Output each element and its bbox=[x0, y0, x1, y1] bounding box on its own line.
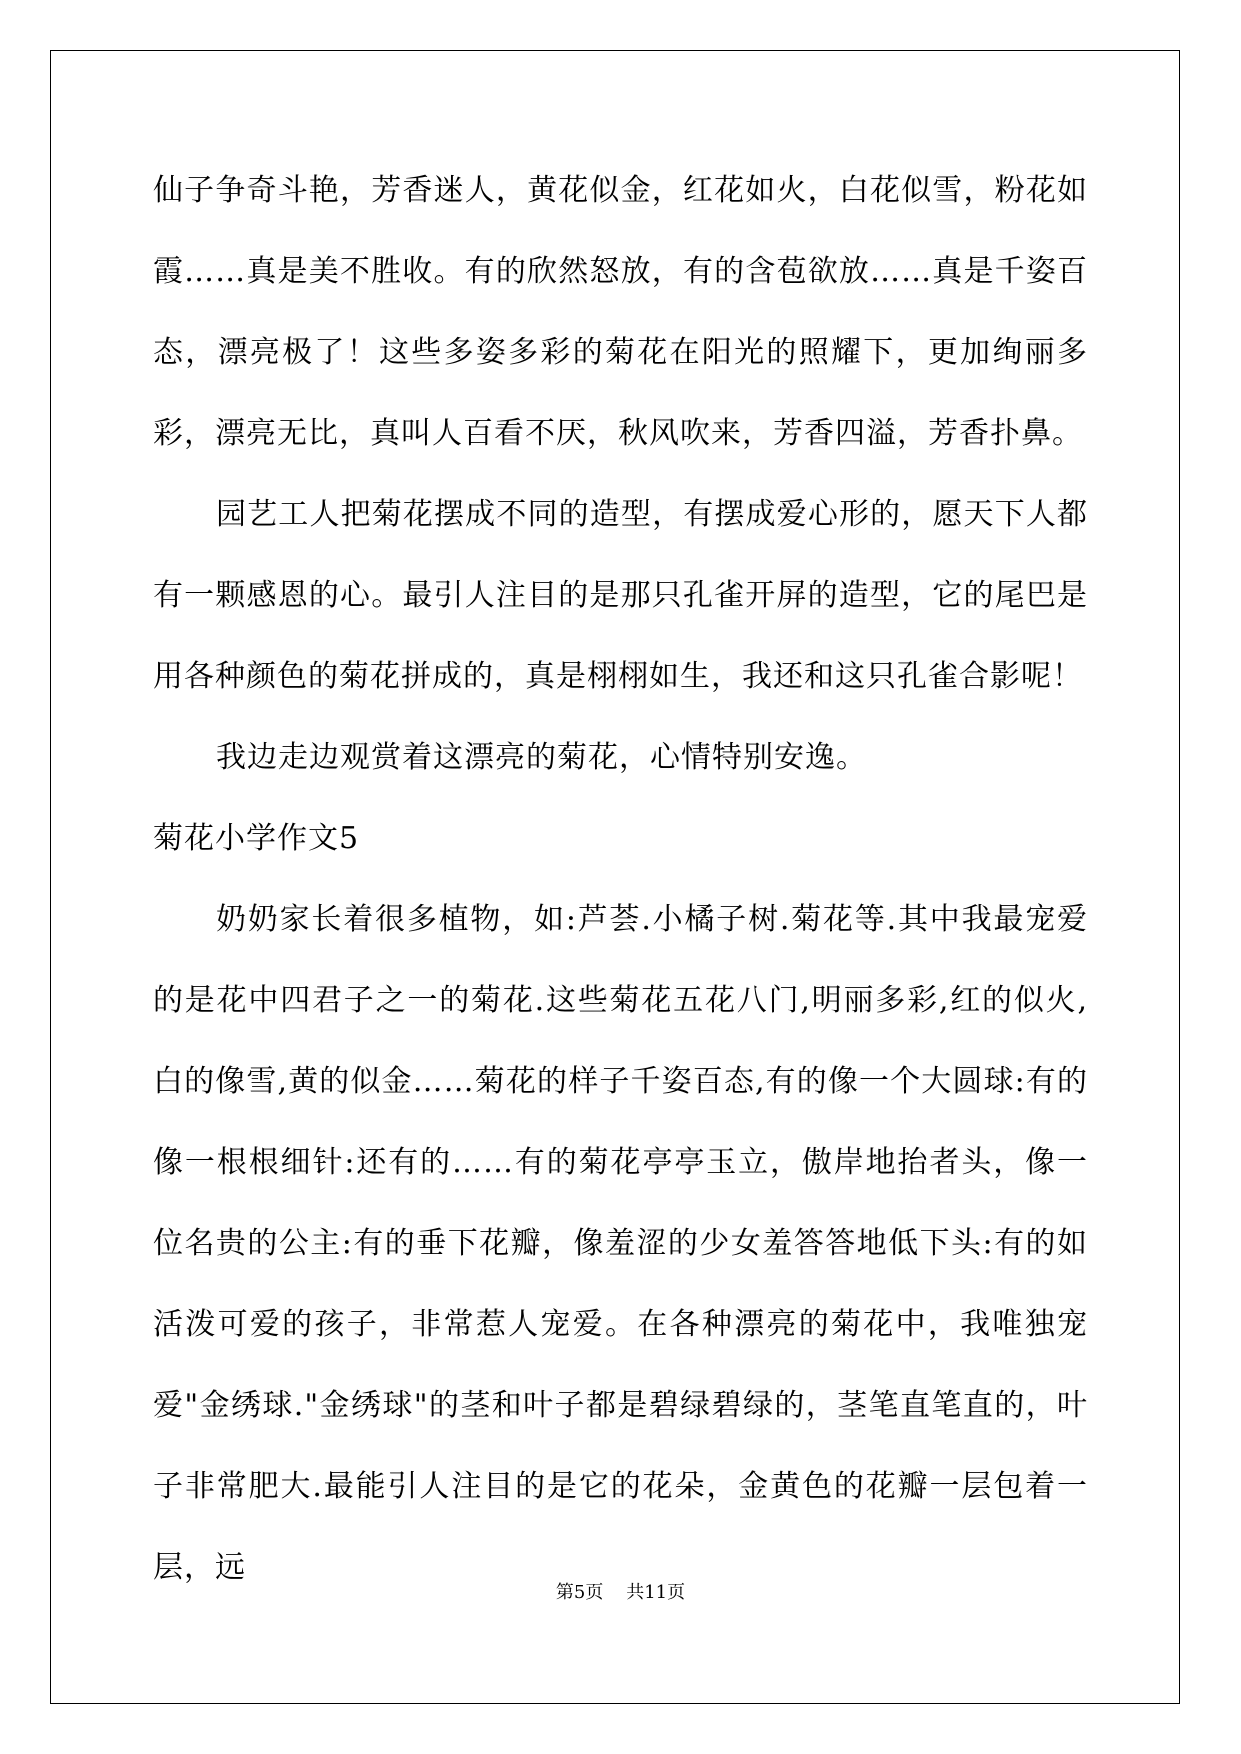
paragraph-garden-shapes: 园艺工人把菊花摆成不同的造型，有摆成爱心形的，愿天下人都有一颗感恩的心。最引人注目的是那只孔雀开屏的造型，它的尾巴是用各种颜色的菊花拼成的，真是栩栩如生，我还和这只孔雀合影呢！ bbox=[153, 497, 1088, 694]
paragraph-closing-feeling: 我边走边观赏着这漂亮的菊花，心情特别安逸。 bbox=[216, 740, 867, 775]
paragraph-grandma-flowers: 奶奶家长着很多植物，如:芦荟.小橘子树.菊花等.其中我最宠爱的是花中四君子之一的菊花.这些菊花五花八门,明丽多彩,红的似火,白的像雪,黄的似金……菊花的样子千姿百态,有的像一个大圆球:有的像一根根细针:还有的……有的菊花亭亭玉立，傲岸地抬者头，像一位名贵的公主:有的垂下花瓣，像羞涩的少女羞答答地低下头:有的如活泼可爱的孩子，非常惹人宠爱。在各种漂亮的菊花中，我唯独宠爱"金绣球."金绣球"的茎和叶子都是碧绿碧绿的，茎笔直笔直的，叶子非常肥大.最能引人注目的是它的花朵，金黄色的花瓣一层包着一层，远 bbox=[153, 902, 1088, 1585]
document-body bbox=[153, 150, 1088, 1608]
paragraph-flower-description: 仙子争奇斗艳，芳香迷人，黄花似金，红花如火，白花似雪，粉花如霞……真是美不胜收。有的欣然怒放，有的含苞欲放……真是千姿百态，漂亮极了！这些多姿多彩的菊花在阳光的照耀下，更加绚丽多彩，漂亮无比，真叫人百看不厌，秋风吹来，芳香四溢，芳香扑鼻。 bbox=[153, 173, 1088, 451]
page-number: 第5页 共11页 bbox=[555, 1582, 686, 1603]
essay-heading: 菊花小学作文5 bbox=[153, 821, 360, 856]
